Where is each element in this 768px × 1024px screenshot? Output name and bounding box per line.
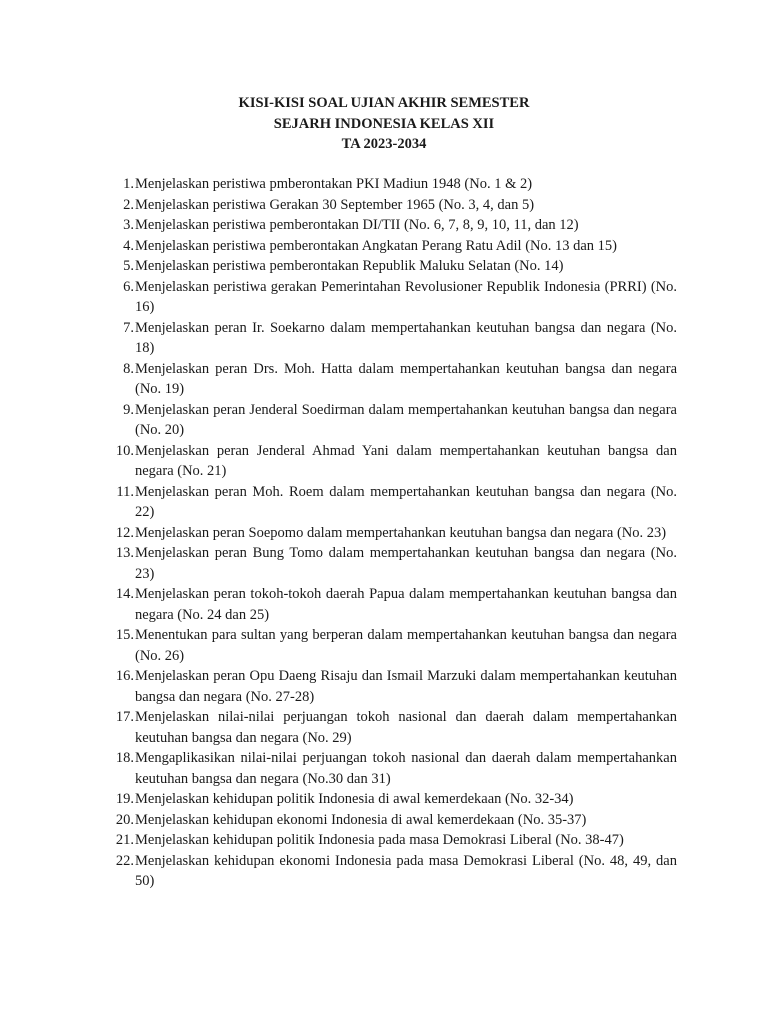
list-item-number: 20. <box>115 811 134 828</box>
list-item-number: 18. <box>115 750 134 766</box>
list-item-text: Menjelaskan peristiwa Gerakan 30 September 1965 (No. 3, 4, dan 5) <box>135 196 535 213</box>
list-item <box>104 707 677 748</box>
list-item <box>104 256 677 277</box>
list-item-text: Menjelaskan peran tokoh-tokoh daerah Papua dalam mempertahankan keutuhan bangsa dan negara (No. 24 dan 25) <box>135 586 677 623</box>
list-item-text: Menjelaskan kehidupan ekonomi Indonesia di awal kemerdekaan (No. 35-37) <box>135 811 587 828</box>
list-item-number: 9. <box>123 401 134 418</box>
list-item-number: 8. <box>123 360 134 377</box>
list-item-text: Menjelaskan peran Bung Tomo dalam mempertahankan keutuhan bangsa dan negara (No. 23) <box>135 545 677 582</box>
list-item <box>104 584 677 625</box>
list-item-text: Menjelaskan peran Soepomo dalam mempertahankan keutuhan bangsa dan negara (No. 23) <box>135 524 667 541</box>
list-item-text: Menjelaskan kehidupan ekonomi Indonesia pada masa Demokrasi Liberal (No. 48, 49, dan 50) <box>135 852 677 889</box>
list-item-text: Menjelaskan peran Drs. Moh. Hatta dalam mempertahankan keutuhan bangsa dan negara (No. 19) <box>135 360 677 397</box>
list-item <box>104 236 677 257</box>
list-item-text: Menjelaskan peran Opu Daeng Risaju dan Ismail Marzuki dalam mempertahankan keutuhan bangsa dan negara (No. 27-28) <box>135 668 677 705</box>
list-item <box>104 851 677 892</box>
list-item-number: 22. <box>115 852 134 869</box>
list-item-text: Menentukan para sultan yang berperan dalam mempertahankan keutuhan bangsa dan negara (No. 26) <box>135 627 677 664</box>
list-item <box>104 523 677 544</box>
document-title <box>0 93 768 155</box>
list-item <box>104 318 677 359</box>
list-item-text: Menjelaskan peristiwa pmberontakan PKI Madiun 1948 (No. 1 & 2) <box>135 176 533 192</box>
list-item-number: 6. <box>123 278 134 295</box>
list-item-text: Menjelaskan peran Moh. Roem dalam mempertahankan keutuhan bangsa dan negara (No. 22) <box>135 483 677 520</box>
list-item <box>104 215 677 236</box>
competency-list <box>104 174 677 892</box>
list-item-number: 2. <box>123 196 134 213</box>
list-item-number: 3. <box>123 217 134 233</box>
list-item <box>104 359 677 400</box>
list-item <box>104 748 677 789</box>
list-item <box>104 543 677 584</box>
list-item-text: Mengaplikasikan nilai-nilai perjuangan tokoh nasional dan daerah dalam mempertahankan keutuhan bangsa dan negara (No.30 dan 31) <box>135 750 677 787</box>
title-line-1: KISI-KISI SOAL UJIAN AKHIR SEMESTER <box>238 95 530 111</box>
list-item-number: 16. <box>115 668 134 684</box>
list-item-text: Menjelaskan peran Ir. Soekarno dalam mempertahankan keutuhan bangsa dan negara (No. 18) <box>135 319 677 356</box>
list-item-number: 12. <box>115 524 134 541</box>
list-item <box>104 625 677 666</box>
list-item-text: Menjelaskan peristiwa pemberontakan DI/TII (No. 6, 7, 8, 9, 10, 11, dan 12) <box>135 217 579 233</box>
list-item <box>104 482 677 523</box>
list-item-number: 14. <box>115 586 134 602</box>
list-item-text: Menjelaskan peran Jenderal Ahmad Yani dalam mempertahankan keutuhan bangsa dan negara (No. 21) <box>135 442 677 479</box>
list-item <box>104 174 677 195</box>
list-item-text: Menjelaskan peristiwa gerakan Pemerintahan Revolusioner Republik Indonesia (PRRI) (No. 16) <box>135 278 677 315</box>
list-item-text: Menjelaskan peristiwa pemberontakan Angkatan Perang Ratu Adil (No. 13 dan 15) <box>135 237 618 254</box>
list-item-text: Menjelaskan peran Jenderal Soedirman dalam mempertahankan keutuhan bangsa dan negara (No. 20) <box>135 401 677 438</box>
list-item <box>104 277 677 318</box>
list-item-text: Menjelaskan peristiwa pemberontakan Republik Maluku Selatan (No. 14) <box>135 258 564 274</box>
list-item <box>104 830 677 851</box>
list-item-text: Menjelaskan kehidupan politik Indonesia pada masa Demokrasi Liberal (No. 38-47) <box>135 832 624 848</box>
list-item <box>104 789 677 810</box>
title-line-2: SEJARH INDONESIA KELAS XII <box>273 115 495 132</box>
list-item-text: Menjelaskan nilai-nilai perjuangan tokoh nasional dan daerah dalam mempertahankan keutuhan bangsa dan negara (No. 29) <box>135 709 677 746</box>
list-item <box>104 810 677 831</box>
list-item-number: 7. <box>123 319 134 336</box>
list-item-number: 1. <box>123 176 134 192</box>
list-item-text: Menjelaskan kehidupan politik Indonesia di awal kemerdekaan (No. 32-34) <box>135 791 574 807</box>
list-item-number: 17. <box>115 709 134 725</box>
list-item-number: 19. <box>115 791 134 807</box>
list-item <box>104 441 677 482</box>
title-line-3: TA 2023-2034 <box>341 136 427 152</box>
list-item <box>104 666 677 707</box>
list-item <box>104 195 677 216</box>
list-item-number: 10. <box>115 442 134 459</box>
list-item-number: 13. <box>115 545 134 561</box>
list-item-number: 21. <box>115 832 134 848</box>
list-item-number: 5. <box>123 258 134 274</box>
list-item-number: 15. <box>115 627 134 643</box>
list-item-number: 11. <box>116 483 134 500</box>
list-item-number: 4. <box>123 237 134 254</box>
list-item <box>104 400 677 441</box>
